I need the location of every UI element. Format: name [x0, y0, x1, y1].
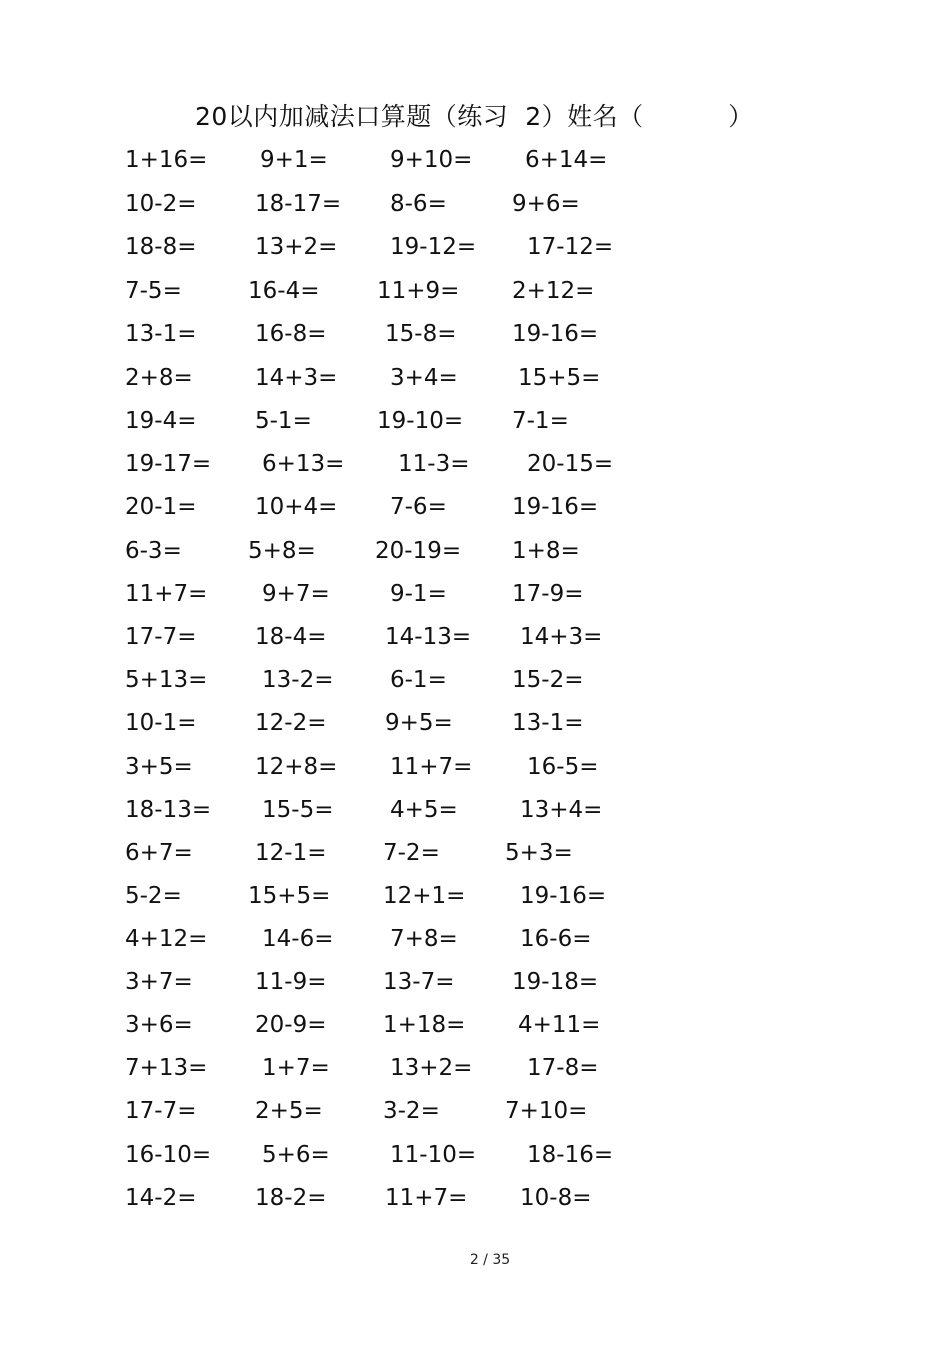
math-problem: 19-4= — [125, 408, 197, 434]
math-problem: 15-5= — [262, 797, 334, 823]
problem-row — [0, 404, 950, 438]
math-problem: 13+4= — [520, 797, 603, 823]
problem-row — [0, 1008, 950, 1042]
math-problem: 10+4= — [255, 494, 338, 520]
math-problem: 14+3= — [255, 365, 338, 391]
math-problem: 13-1= — [125, 321, 197, 347]
math-problem: 9+1= — [260, 147, 328, 173]
page-number: 2 / 35 — [469, 1252, 511, 1268]
math-problem: 13-2= — [262, 667, 334, 693]
math-problem: 7+8= — [390, 926, 458, 952]
problem-row — [0, 490, 950, 524]
problem-row — [0, 1138, 950, 1172]
math-problem: 2+5= — [255, 1098, 323, 1124]
worksheet-title: 20以内加减法口算题（练习 2）姓名（ ） — [195, 102, 754, 131]
math-problem: 11-3= — [398, 451, 470, 477]
math-problem: 12+1= — [383, 883, 466, 909]
math-problem: 15-2= — [512, 667, 584, 693]
problem-row — [0, 836, 950, 870]
math-problem: 1+8= — [512, 538, 580, 564]
math-problem: 17-7= — [125, 624, 197, 650]
math-problem: 18-2= — [255, 1185, 327, 1211]
math-problem: 19-10= — [377, 408, 464, 434]
math-problem: 11-10= — [390, 1142, 477, 1168]
math-problem: 19-18= — [512, 969, 599, 995]
math-problem: 14-2= — [125, 1185, 197, 1211]
math-problem: 9+6= — [512, 191, 580, 217]
problem-row — [0, 620, 950, 654]
math-problem: 18-16= — [527, 1142, 614, 1168]
math-problem: 9-1= — [390, 581, 447, 607]
math-problem: 14+3= — [520, 624, 603, 650]
math-problem: 16-8= — [255, 321, 327, 347]
math-problem: 17-12= — [527, 234, 614, 260]
math-problem: 13+2= — [255, 234, 338, 260]
problem-row — [0, 1051, 950, 1085]
math-problem: 13-7= — [383, 969, 455, 995]
math-problem: 1+18= — [383, 1012, 466, 1038]
math-problem: 1+16= — [125, 147, 208, 173]
problem-row — [0, 663, 950, 697]
problem-row — [0, 965, 950, 999]
math-problem: 13-1= — [512, 710, 584, 736]
math-problem: 5+3= — [505, 840, 573, 866]
problem-row — [0, 534, 950, 568]
math-problem: 16-6= — [520, 926, 592, 952]
math-problem: 9+5= — [385, 710, 453, 736]
math-problem: 5-2= — [125, 883, 182, 909]
math-problem: 11+7= — [385, 1185, 468, 1211]
math-problem: 19-17= — [125, 451, 212, 477]
math-problem: 19-16= — [512, 494, 599, 520]
math-problem: 2+12= — [512, 278, 595, 304]
math-problem: 18-8= — [125, 234, 197, 260]
math-problem: 15+5= — [248, 883, 331, 909]
math-problem: 7+10= — [505, 1098, 588, 1124]
problem-row — [0, 706, 950, 740]
problem-row — [0, 447, 950, 481]
math-problem: 15-8= — [385, 321, 457, 347]
math-problem: 7-1= — [512, 408, 569, 434]
math-problem: 3+6= — [125, 1012, 193, 1038]
math-problem: 7-5= — [125, 278, 182, 304]
math-problem: 16-10= — [125, 1142, 212, 1168]
math-problem: 10-2= — [125, 191, 197, 217]
problem-row — [0, 143, 950, 177]
math-problem: 8-6= — [390, 191, 447, 217]
math-problem: 17-7= — [125, 1098, 197, 1124]
math-problem: 17-8= — [527, 1055, 599, 1081]
math-problem: 7-2= — [383, 840, 440, 866]
math-problem: 15+5= — [518, 365, 601, 391]
math-problem: 5+8= — [248, 538, 316, 564]
problem-row — [0, 1094, 950, 1128]
problem-row — [0, 230, 950, 264]
problem-row — [0, 187, 950, 221]
math-problem: 7-6= — [390, 494, 447, 520]
math-problem: 4+12= — [125, 926, 208, 952]
math-problem: 7+13= — [125, 1055, 208, 1081]
math-problem: 11+7= — [390, 754, 473, 780]
math-problem: 5+6= — [262, 1142, 330, 1168]
math-problem: 6+7= — [125, 840, 193, 866]
math-problem: 20-15= — [527, 451, 614, 477]
math-problem: 6+14= — [525, 147, 608, 173]
math-problem: 18-17= — [255, 191, 342, 217]
problem-row — [0, 577, 950, 611]
math-problem: 6-1= — [390, 667, 447, 693]
math-problem: 12+8= — [255, 754, 338, 780]
problem-row — [0, 793, 950, 827]
math-problem: 12-1= — [255, 840, 327, 866]
math-problem: 13+2= — [390, 1055, 473, 1081]
math-problem: 6-3= — [125, 538, 182, 564]
math-problem: 4+11= — [518, 1012, 601, 1038]
math-problem: 9+10= — [390, 147, 473, 173]
math-problem: 5+13= — [125, 667, 208, 693]
math-problem: 6+13= — [262, 451, 345, 477]
math-problem: 5-1= — [255, 408, 312, 434]
problem-row — [0, 750, 950, 784]
math-problem: 17-9= — [512, 581, 584, 607]
math-problem: 18-13= — [125, 797, 212, 823]
problem-row — [0, 361, 950, 395]
math-problem: 19-12= — [390, 234, 477, 260]
math-problem: 19-16= — [520, 883, 607, 909]
math-problem: 16-5= — [527, 754, 599, 780]
problem-row — [0, 879, 950, 913]
math-problem: 11-9= — [255, 969, 327, 995]
math-problem: 3+4= — [390, 365, 458, 391]
math-problem: 11+9= — [377, 278, 460, 304]
problem-row — [0, 1181, 950, 1215]
math-problem: 3+5= — [125, 754, 193, 780]
math-problem: 18-4= — [255, 624, 327, 650]
math-problem: 16-4= — [248, 278, 320, 304]
math-problem: 2+8= — [125, 365, 193, 391]
problem-row — [0, 317, 950, 351]
math-problem: 3+7= — [125, 969, 193, 995]
math-problem: 4+5= — [390, 797, 458, 823]
math-problem: 3-2= — [383, 1098, 440, 1124]
math-problem: 14-6= — [262, 926, 334, 952]
math-problem: 10-1= — [125, 710, 197, 736]
math-problem: 20-1= — [125, 494, 197, 520]
math-problem: 20-19= — [375, 538, 462, 564]
math-problem: 14-13= — [385, 624, 472, 650]
math-problem: 19-16= — [512, 321, 599, 347]
problem-row — [0, 922, 950, 956]
math-problem: 20-9= — [255, 1012, 327, 1038]
math-problem: 9+7= — [262, 581, 330, 607]
math-problem: 1+7= — [262, 1055, 330, 1081]
math-problem: 12-2= — [255, 710, 327, 736]
math-problem: 10-8= — [520, 1185, 592, 1211]
problem-row — [0, 274, 950, 308]
math-problem: 11+7= — [125, 581, 208, 607]
